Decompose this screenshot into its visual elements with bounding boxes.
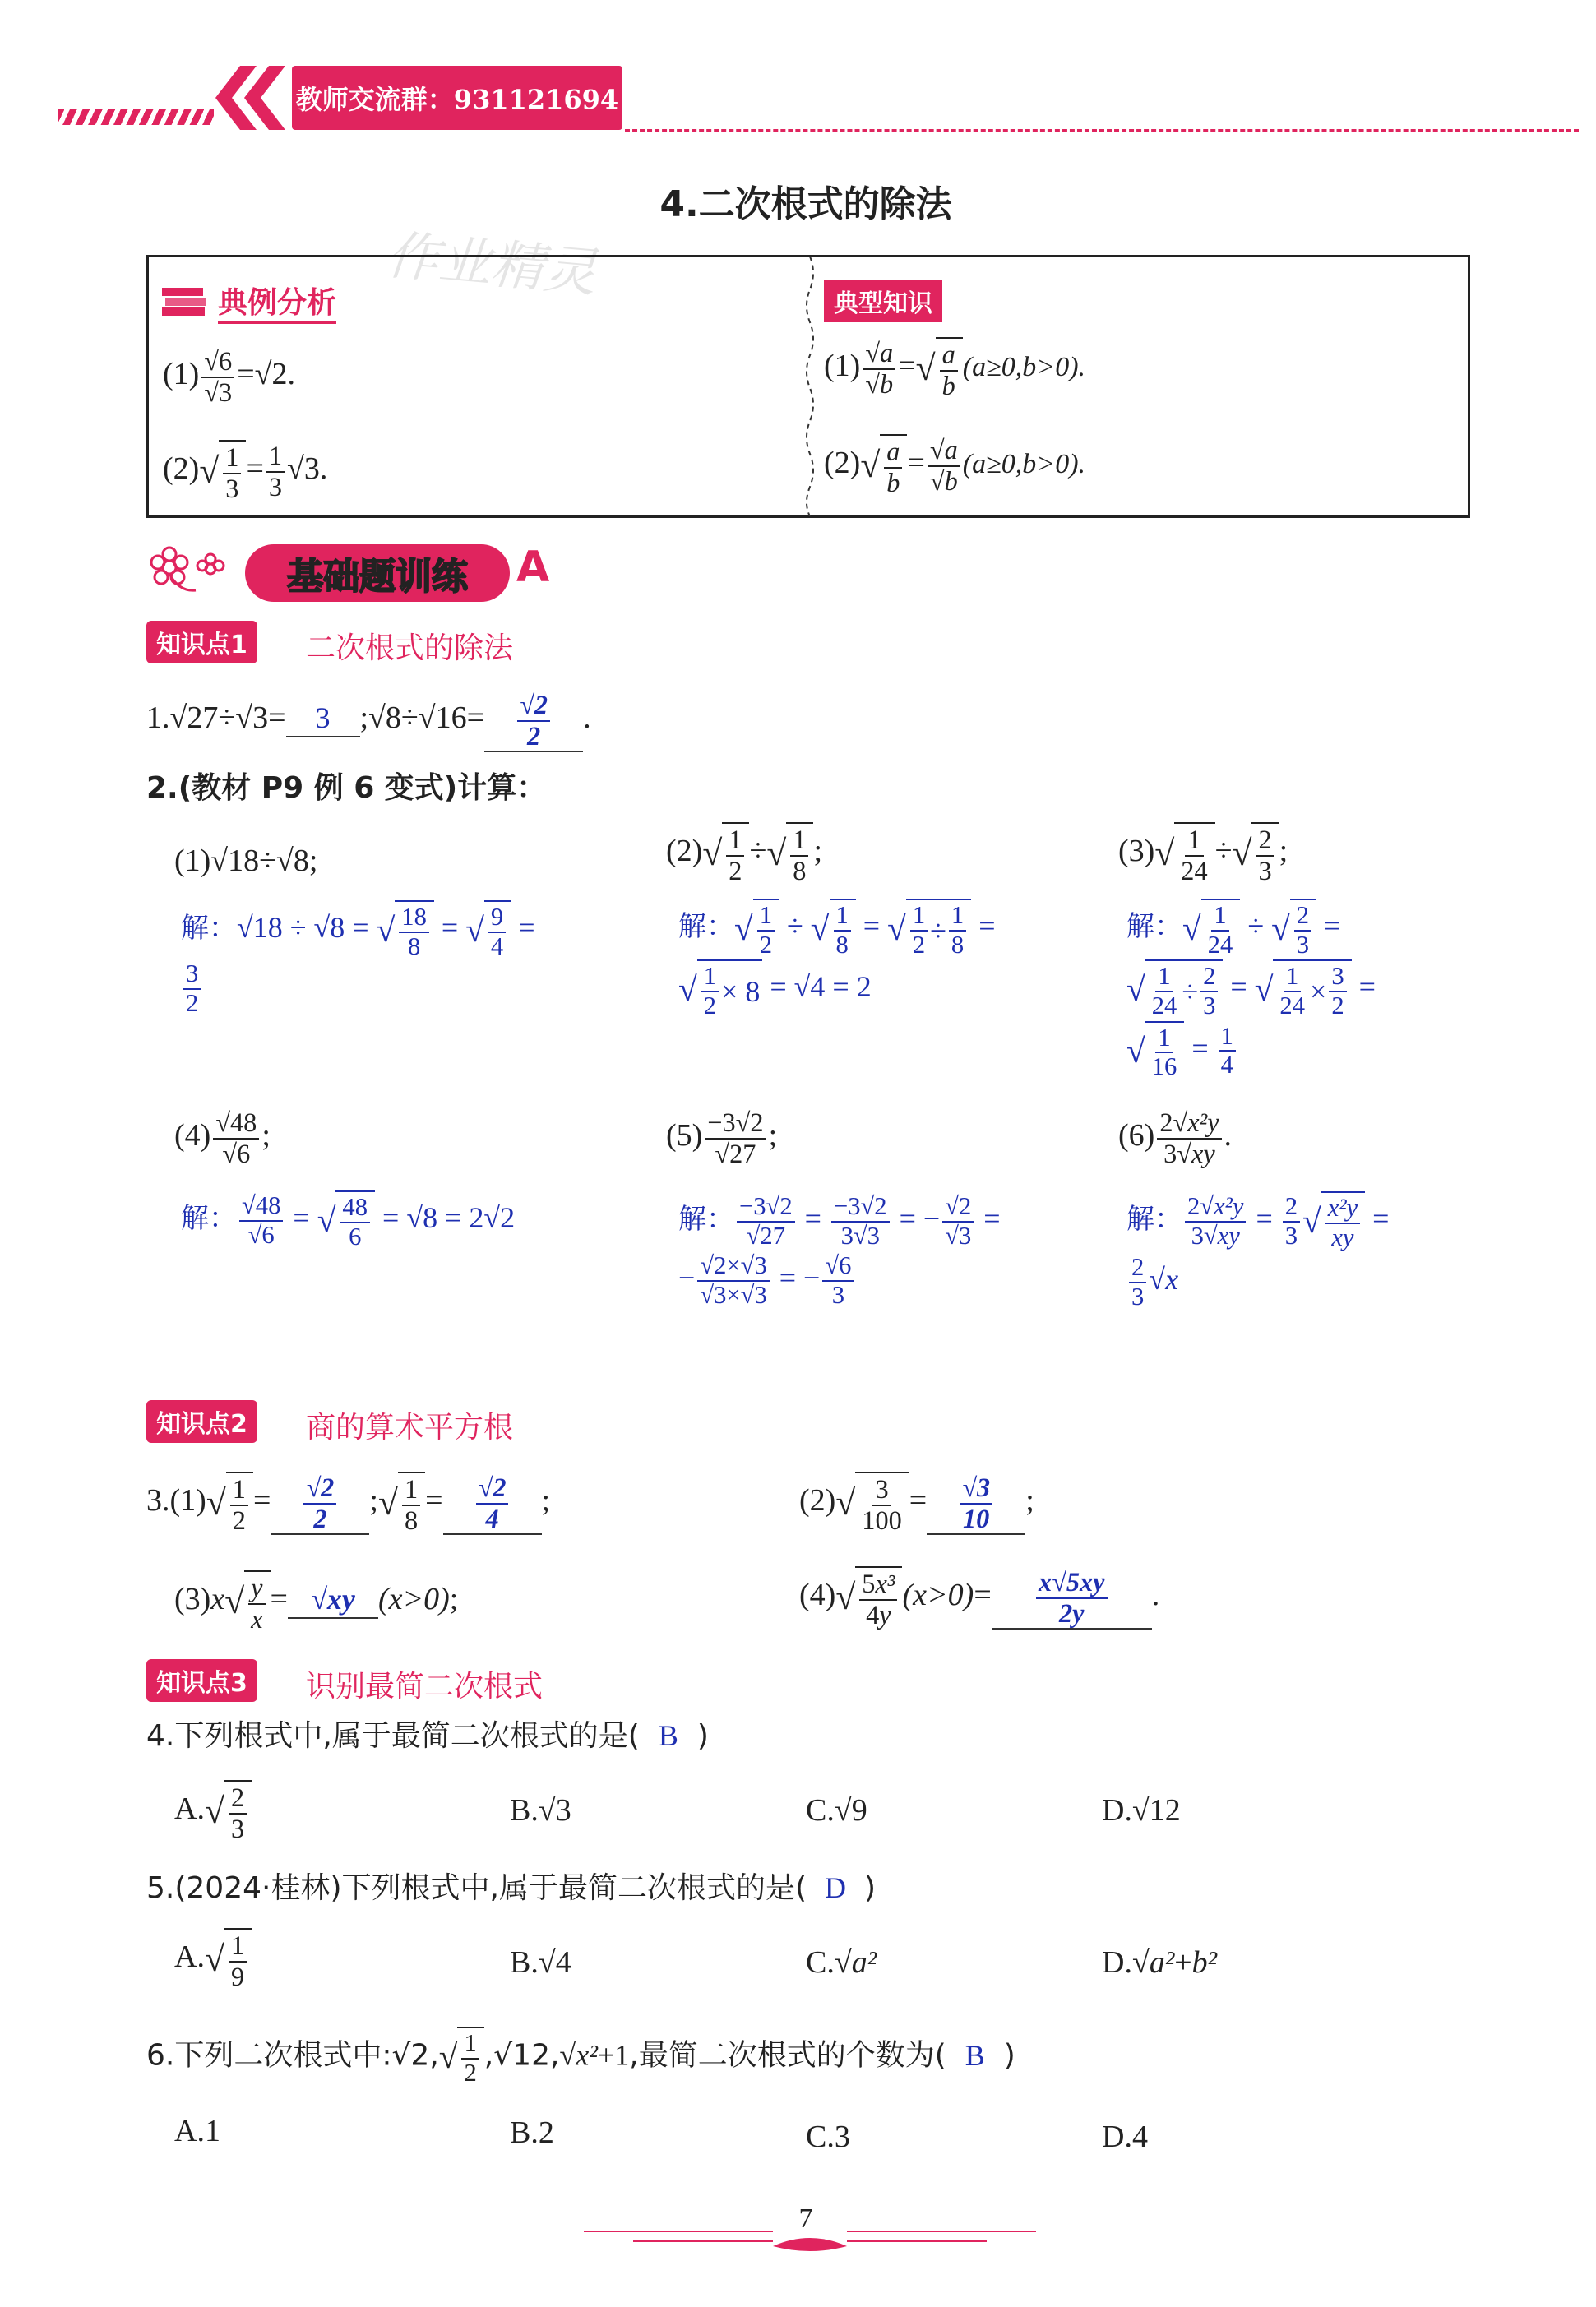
q2-part-3: (3) √ $\frac{1}{24}$ ÷ √ $\frac{2}{3}$ ; xyxy=(1118,822,1288,885)
q5-answer: D xyxy=(825,1871,846,1904)
q3-answer-1: $\frac{√2}{2}$ xyxy=(303,1473,336,1533)
q5-option-c[interactable]: C.√a² xyxy=(806,1945,877,1980)
q1-answer-2: $\frac{√2}{2}$ xyxy=(517,691,550,751)
analysis-right-title: 典型知识 xyxy=(824,280,942,322)
q5-option-b[interactable]: B.√4 xyxy=(510,1945,571,1980)
q6-option-a[interactable]: A.1 xyxy=(174,2114,220,2148)
q3-line-3: (3)x √ $\frac{y}{x}$ = √xy (x>0); xyxy=(174,1570,458,1634)
q6-stem: 6.下列二次根式中:√2, √ $\frac{1}{2}$ ,√12,√x²+1,最简二次根式的个数为( B ) xyxy=(146,2027,1015,2087)
page-number: 7 xyxy=(798,2203,813,2234)
q1-line: 1.√27÷√3= 3 ;√8÷√16= $\frac{√2}{2}$ . xyxy=(146,691,591,752)
kp2-tag: 知识点2 xyxy=(146,1400,257,1443)
q3-line-4: (4) √ $\frac{\text{5x³}}{4y}$ (x>0)= $\frac{x√5xy}{2y}$ . xyxy=(799,1567,1160,1630)
header-group-label: 教师交流群：931121694 xyxy=(295,84,619,115)
header-chevrons xyxy=(215,66,294,130)
q2-part-4-solution: 解： $\frac{√48}{√6}$ = √ $\frac{48}{6}$ = √8 = 2√2 xyxy=(181,1191,516,1251)
header-dashed-line xyxy=(625,129,1579,132)
section-title-banner xyxy=(245,544,510,602)
kp3-title: 识别最简二次根式 xyxy=(306,1670,544,1704)
q2-stem: 2.(教材 P9 例 6 变式)计算： xyxy=(146,771,547,805)
analysis-left-title: 典例分析 xyxy=(218,280,336,324)
q2-part-2: (2) √ $\frac{1}{2}$ ÷ √ $\frac{1}{8}$ ; xyxy=(666,822,822,885)
q6-answer: B xyxy=(965,2038,985,2072)
flower-icon xyxy=(146,541,237,599)
q2-part-6: (6) $\frac{\text{2√x²y}}{3√xy}$ . xyxy=(1118,1107,1233,1168)
q4-option-c[interactable]: C.√9 xyxy=(806,1793,867,1828)
q2-part-1: (1)√18÷√8; xyxy=(174,844,318,878)
q4-answer: B xyxy=(658,1719,678,1752)
q6-option-c[interactable]: C.3 xyxy=(806,2120,850,2154)
q3-answer-3: $\frac{√3}{10}$ xyxy=(960,1473,992,1533)
q2-part-3-solution: 解： √ $\frac{1}{24}$ ÷ √ $\frac{2}{3}$ = √ $\frac{1}{24}$ ÷ $\frac{2}{3}$ = √ $\frac{1}{24}$ × $\frac{3}{2}$ = √ $\frac{1}{16}$ = $\frac{1}{4}$ xyxy=(1126,898,1376,1081)
section-letter: A xyxy=(516,543,550,592)
q5-option-d[interactable]: D.√a²+b² xyxy=(1102,1945,1218,1980)
kp1-title: 二次根式的除法 xyxy=(306,631,514,665)
q3-line-1: 3.(1) √ $\frac{1}{2}$ = $\frac{√2}{2}$ ; √ $\frac{1}{8}$ = $\frac{√2}{4}$ ; xyxy=(146,1473,551,1535)
watermark: 作业精灵 xyxy=(383,224,599,304)
analysis-left-header xyxy=(160,280,336,324)
q2-part-4: (4) $\frac{√48}{√6}$ ; xyxy=(174,1107,271,1168)
q4-option-d[interactable]: D.√12 xyxy=(1102,1793,1181,1828)
q6-option-b[interactable]: B.2 xyxy=(510,2115,554,2150)
analysis-right-item-1: (1) $\frac{√a}{√b}$ = √ $\frac{a}{b}$ (a≥0,b>0). xyxy=(824,338,1086,400)
q2-part-6-solution: 解： $\frac{\text{2√x²y}}{3√xy}$ = $\frac{2}{3}$ √ $\frac{\text{x²y}}{xy}$ = $\frac{2}{3}$ √x xyxy=(1126,1192,1390,1311)
analysis-right-item-2: (2) √ $\frac{a}{b}$ = $\frac{√a}{√b}$ (a≥0,b>0). xyxy=(824,435,1086,497)
q5-option-a[interactable]: A. √ $\frac{1}{9}$ xyxy=(174,1928,252,1991)
q4-option-b[interactable]: B.√3 xyxy=(510,1793,571,1828)
q3-answer-5: $\frac{x√5xy}{2y}$ xyxy=(1036,1568,1108,1628)
kp3-tag: 知识点3 xyxy=(146,1659,257,1702)
q3-answer-2: $\frac{√2}{4}$ xyxy=(476,1473,509,1533)
kp2-title: 商的算术平方根 xyxy=(306,1411,514,1445)
q5-stem: 5.(2024·桂林)下列根式中,属于最简二次根式的是( D ) xyxy=(146,1871,877,1905)
q1-answer-1: 3 xyxy=(315,701,331,735)
analysis-left-item-2: (2) √ $\frac{1}{3}$ = $\frac{1}{3}$ √3. xyxy=(163,441,328,503)
q3-answer-4: √xy xyxy=(311,1583,355,1616)
analysis-left-item-1: (1) $\frac{√6}{√3}$ =√2. xyxy=(163,346,295,407)
header-group-banner xyxy=(292,66,622,130)
q2-part-2-solution: 解： √ $\frac{1}{2}$ ÷ √ $\frac{1}{8}$ = √ $\frac{1}{2}$ ÷ $\frac{1}{8}$ = √ $\frac{1}{2}$ × 8 = √4 = 2 xyxy=(678,898,996,1020)
q4-stem: 4.下列根式中,属于最简二次根式的是( B ) xyxy=(146,1719,709,1753)
header-stripes xyxy=(58,109,214,125)
section-title: 基础题训练 xyxy=(287,556,468,598)
q2-part-1-solution: 解：√18 ÷ √8 = √ $\frac{18}{8}$ = √ $\frac{9}{4}$ = $\frac{3}{2}$ xyxy=(181,900,535,1018)
books-icon xyxy=(160,284,210,319)
q4-option-a[interactable]: A. √ $\frac{2}{3}$ xyxy=(174,1780,252,1843)
q2-part-5-solution: 解： $\frac{-3√2}{√27}$ = $\frac{-3√2}{3√3}$ = − $\frac{√2}{√3}$ = − $\frac{√2\times√3}{√3\times√3}$ = − $\frac{√6}{3}$ xyxy=(678,1192,1001,1310)
page-title: 4.二次根式的除法 xyxy=(659,183,952,225)
q2-part-5: (5) $\frac{-3√2}{√27}$ ; xyxy=(666,1107,778,1168)
q3-line-2: (2) √ $\frac{3}{100}$ = $\frac{√3}{10}$ ; xyxy=(799,1473,1034,1535)
kp1-tag: 知识点1 xyxy=(146,621,257,663)
analysis-divider xyxy=(802,257,818,516)
q6-option-d[interactable]: D.4 xyxy=(1102,2120,1148,2154)
